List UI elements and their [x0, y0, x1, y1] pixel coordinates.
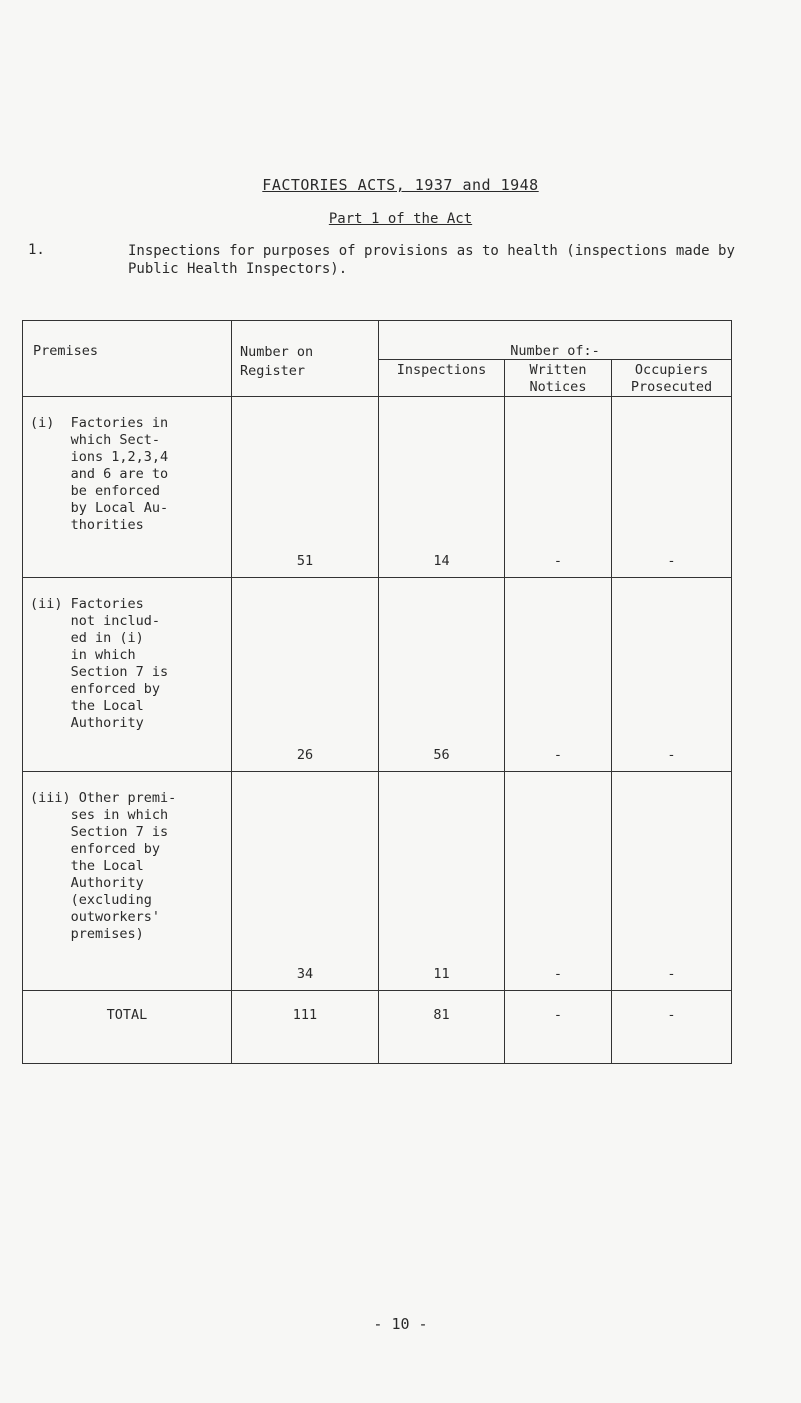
- register-cell: 26: [232, 578, 379, 772]
- header-written-notices: Written Notices: [505, 360, 612, 397]
- page-number: - 10 -: [373, 1315, 428, 1333]
- header-occupiers-prosecuted: Occupiers Prosecuted: [612, 360, 732, 397]
- table-row: [23, 578, 732, 772]
- total-label: TOTAL: [23, 991, 232, 1064]
- item-description: Inspections for purposes of provisions as to health (inspections made by Public Health Inspectors).: [128, 243, 735, 277]
- total-row: [23, 991, 732, 1064]
- table-row: [23, 772, 732, 991]
- inspections-cell: 11: [379, 772, 505, 991]
- total-inspections: 81: [379, 991, 505, 1064]
- inspections-cell: 14: [379, 397, 505, 578]
- header-number-on-register: Number on Register: [232, 321, 379, 397]
- register-cell: 51: [232, 397, 379, 578]
- item-number: 1.: [28, 242, 45, 258]
- written-notices-cell: -: [505, 397, 612, 578]
- table-row: [23, 397, 732, 578]
- inspections-table: [22, 320, 732, 1064]
- total-register: 111: [232, 991, 379, 1064]
- premises-cell: (ii) Factories not includ- ed in (i) in which Section 7 is enforced by the Local Authority: [23, 578, 232, 772]
- written-notices-cell: -: [505, 578, 612, 772]
- occupiers-prosecuted-cell: -: [612, 772, 732, 991]
- total-occupiers-prosecuted: -: [612, 991, 732, 1064]
- occupiers-prosecuted-cell: -: [612, 578, 732, 772]
- header-premises: Premises: [23, 321, 232, 397]
- inspections-cell: 56: [379, 578, 505, 772]
- premises-cell: (i) Factories in which Sect- ions 1,2,3,4 and 6 are to be enforced by Local Au- thorities: [23, 397, 232, 578]
- header-inspections: Inspections: [379, 360, 505, 397]
- document-title: FACTORIES ACTS, 1937 and 1948: [262, 176, 539, 194]
- total-written-notices: -: [505, 991, 612, 1064]
- premises-cell: (iii) Other premi- ses in which Section 7 is enforced by the Local Authority (excluding outworkers' premises): [23, 772, 232, 991]
- occupiers-prosecuted-cell: -: [612, 397, 732, 578]
- document-subtitle: Part 1 of the Act: [328, 211, 473, 227]
- written-notices-cell: -: [505, 772, 612, 991]
- header-number-of: Number of:-: [379, 321, 732, 360]
- register-cell: 34: [232, 772, 379, 991]
